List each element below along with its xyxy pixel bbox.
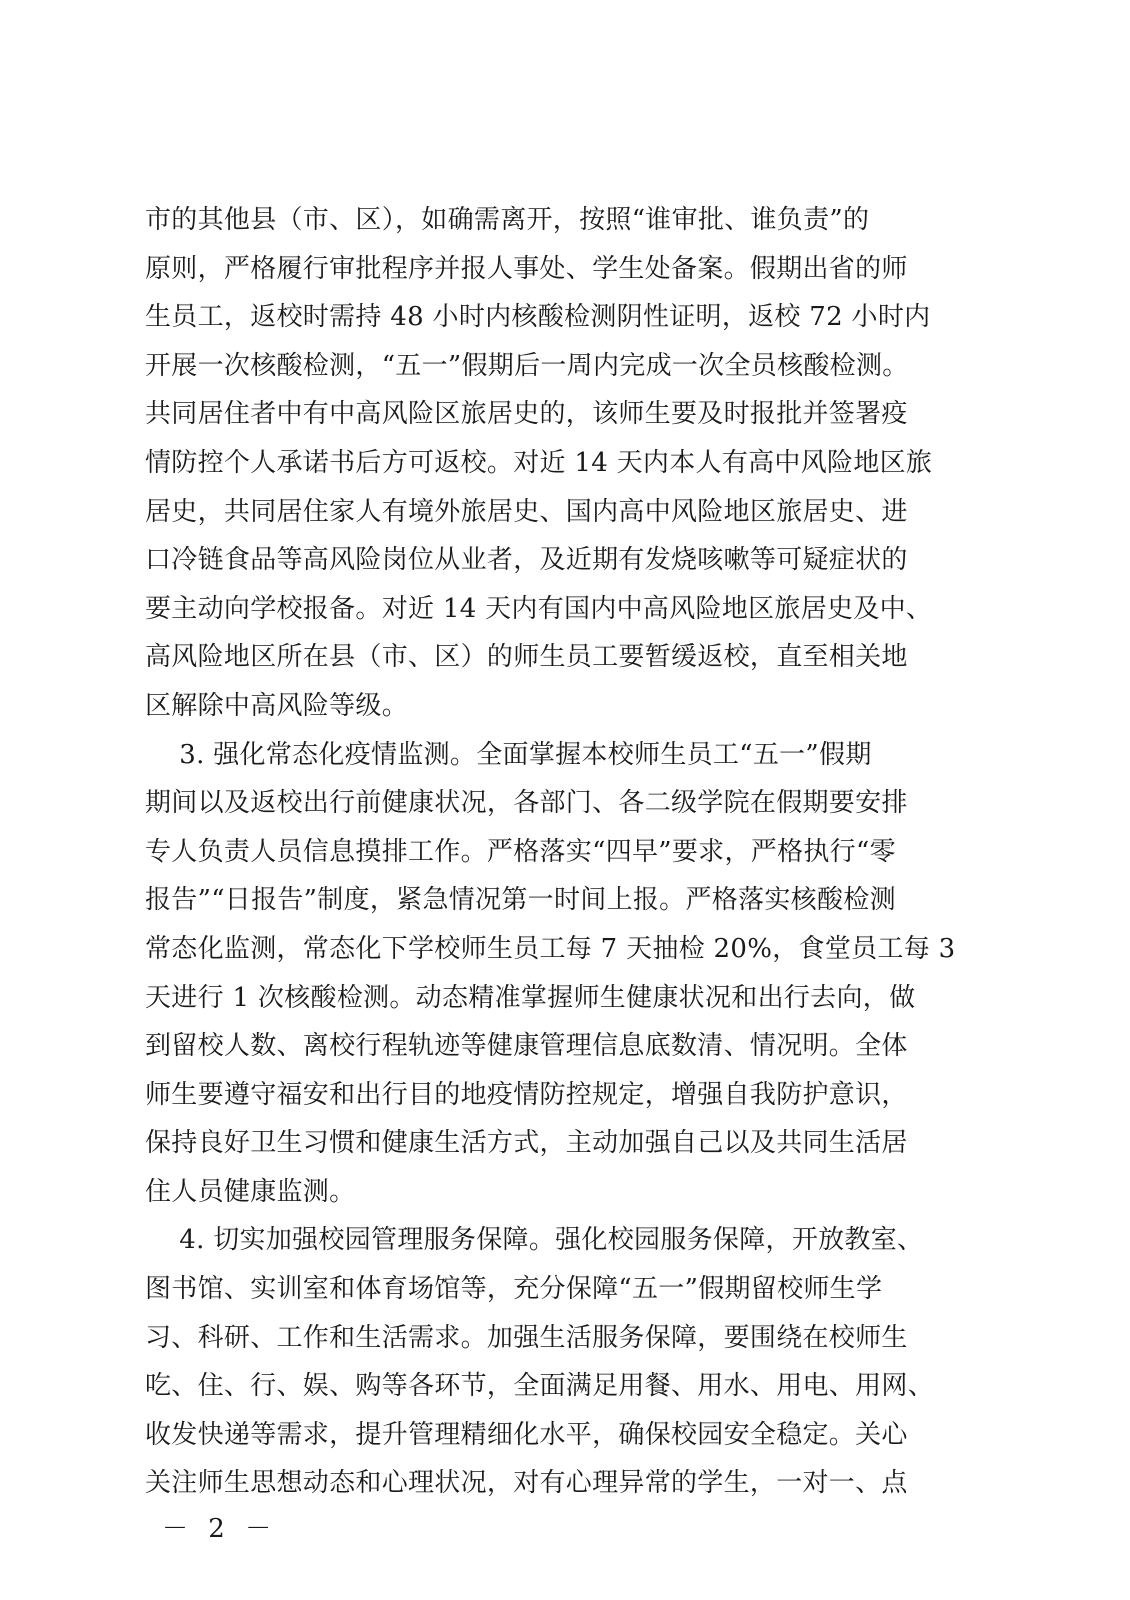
text-line: 市的其他县（市、区），如确需离开，按照“谁审批、谁负责”的 <box>145 205 870 235</box>
text-line: 习、科研、工作和生活需求。加强生活服务保障，要围绕在校师生 <box>145 1322 908 1353</box>
text-line: 原则，严格履行审批程序并报人事处、学生处备案。假期出省的师 <box>145 253 908 284</box>
page-number: － 2 － <box>162 1514 278 1544</box>
text-line: 开展一次核酸检测，“五一”假期后一周内完成一次全员核酸检测。 <box>145 350 909 381</box>
text-line: 要主动向学校报备。对近 14 天内有国内中高风险地区旅居史及中、 <box>145 593 933 624</box>
text-line: 共同居住者中有中高风险区旅居史的，该师生要及时报批并签署疫 <box>145 399 908 430</box>
text-line: 住人员健康监测。 <box>145 1176 356 1207</box>
text-line: 居史，共同居住家人有境外旅居史、国内高中风险地区旅居史、进 <box>145 496 908 527</box>
text-line: 天进行 1 次核酸检测。动态精准掌握师生健康状况和出行去向，做 <box>145 982 916 1013</box>
text-line: 收发快递等需求，提升管理精细化水平，确保校园安全稳定。关心 <box>145 1419 908 1450</box>
text-line: 生员工，返校时需持 48 小时内核酸检测阴性证明，返校 72 小时内 <box>145 302 931 333</box>
text-line: 情防控个人承诺书后方可返校。对近 14 天内本人有高中风险地区旅 <box>145 447 933 478</box>
text-line: 常态化监测，常态化下学校师生员工每 7 天抽检 20%，食堂员工每 3 <box>145 933 956 964</box>
text-line: 3. 强化常态化疫情监测。全面掌握本校师生员工“五一”假期 <box>145 739 872 770</box>
text-line: 保持良好卫生习惯和健康生活方式，主动加强自己以及共同生活居 <box>145 1128 908 1159</box>
paragraph-return-requirements <box>145 196 971 731</box>
text-line: 专人负责人员信息摸排工作。严格落实“四早”要求，严格执行“零 <box>145 836 896 867</box>
text-line: 报告”“日报告”制度，紧急情况第一时间上报。严格落实核酸检测 <box>145 885 896 916</box>
text-line: 吃、住、行、娱、购等各环节，全面满足用餐、用水、用电、用网、 <box>145 1371 935 1402</box>
text-line: 到留校人数、离校行程轨迹等健康管理信息底数清、情况明。全体 <box>145 1031 908 1062</box>
text-line: 师生要遵守福安和出行目的地疫情防控规定，增强自我防护意识， <box>145 1079 908 1110</box>
text-line: 4. 切实加强校园管理服务保障。强化校园服务保障，开放教室、 <box>145 1225 924 1256</box>
document-body <box>145 196 971 1508</box>
paragraph-campus-services <box>145 1216 971 1508</box>
text-line: 图书馆、实训室和体育场馆等，充分保障“五一”假期留校师生学 <box>145 1274 883 1305</box>
text-line: 关注师生思想动态和心理状况，对有心理异常的学生，一对一、点 <box>145 1468 908 1499</box>
text-line: 高风险地区所在县（市、区）的师生员工要暂缓返校，直至相关地 <box>145 642 908 673</box>
paragraph-epidemic-monitoring <box>145 731 971 1217</box>
text-line: 口冷链食品等高风险岗位从业者，及近期有发烧咳嗽等可疑症状的 <box>145 545 908 576</box>
text-line: 期间以及返校出行前健康状况，各部门、各二级学院在假期要安排 <box>145 788 908 819</box>
text-line: 区解除中高风险等级。 <box>145 690 409 721</box>
